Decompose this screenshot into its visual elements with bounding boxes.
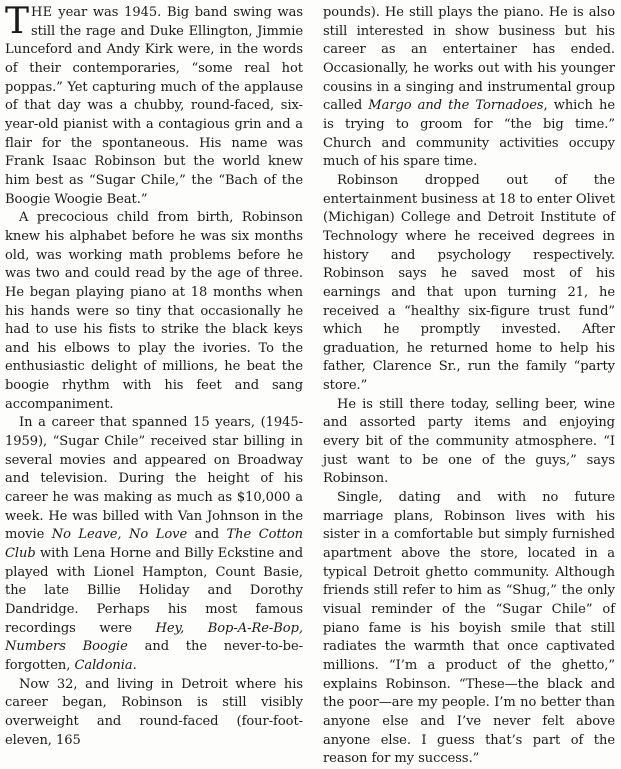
right-column (323, 4, 615, 769)
recording-caldonia: Caldonia (74, 657, 133, 673)
group-name: Margo and the Tornadoes (368, 98, 544, 114)
continued-text-2: , which he is trying to groom for “the big time.” Church and community activities occupy much of his spare time. (323, 98, 615, 170)
recording-titles: Hey, Bop-A-Re-Bop, Numbers Boogie (5, 620, 303, 655)
paragraph-childhood: A precocious child from birth, Robinson knew his alphabet before he was six months old, was working math problems before he was two and could read by the age of three. He began playing piano at 18 months when his hands were so tiny that occasionally he had to use his fists to strike the black keys and his elbows to play the ivories. To the enthusiastic delight of millions, he beat the boogie rhythm with his feet and sang accompaniment. (5, 210, 303, 412)
paragraph-education: Robinson dropped out of the entertainment business at 18 to enter Olivet (Michigan) College and Detroit Institute of Technology where he received degrees in history and psychology respectively. Robinson says he saved most of his earnings and that upon turning 21, he received a “healthy six-figure trust fund” which he promptly invested. After graduation, he returned home to help his father, Clarence Sr., run the family “party store.” (323, 172, 615, 394)
left-column (5, 1, 304, 750)
movie-title-cotton-club: The Cotton Club (5, 527, 303, 562)
career-text-2: and (187, 527, 227, 543)
paragraph-store: He is still there today, selling beer, wine and assorted party items and enjoying every bit of the community atmosphere. “I just want to be one of the guys,” says Robinson. (323, 396, 615, 487)
paragraph-continued (323, 4, 615, 172)
drop-cap: T (5, 1, 29, 42)
career-text-3: with Lena Horne and Billy Eckstine and played with Lionel Hampton, Count Basie, the late Billie Holiday and Dorothy Dandridge. Perhaps his most famous recordings were (5, 546, 303, 636)
career-text-4: and the never-to-be-forgotten, (5, 639, 304, 673)
paragraph-career (5, 414, 303, 675)
paragraph-personal: Single, dating and with no future marriage plans, Robinson lives with his sister in a comfortable but simply furnished apartment above the store, located in a typical Detroit ghetto community. Although friends still refer to him as “Shug,” the only visual reminder of the “Sugar Chile” of piano fame is his boyish smile that still radiates the warmth that once captivated millions. “I’m a product of the ghetto,” explains Robinson. “These—the black and the poor—are my people. I’m no better than anyone else and I’ve never felt above anyone else. I guess that’s part of the reason for my success.” (323, 490, 615, 767)
intro-text: year was 1945. Big band swing was still the rage and Duke Ellington, Jimmie Lunceford and Andy Kirk were, in the words of their contemporaries, “some real hot poppas.” Yet capturing much of the applause of that day was a chubby, round-faced, six-year-old pianist with a contagious grin and a flair for the spontaneous. His name was Frank Isaac Robinson but the world knew him best as “Sugar Chile,” the “Bach of the Boogie Woogie Beat.” (5, 5, 303, 207)
paragraph-now: Now 32, and living in Detroit where his career began, Robinson is still visibly overweight and round-faced (four-foot-eleven, 165 (5, 676, 303, 748)
movie-title-no-leave: No Leave, No Love (51, 527, 188, 543)
continued-text-1: pounds). He still plays the piano. He is also still interested in show business but his career as an entertainer has ended. Occasionally, he works out with his younger cousins in a singing and instrumental group called (323, 5, 615, 114)
career-text-5: . (132, 657, 137, 673)
career-text-1: In a career that spanned 15 years, (1945-1959), “Sugar Chile” received star billing in several movies and appeared on Broadway and television. During the height of his career he was making as much as $10,000 a week. He was billed with Van Johnson in the movie (5, 415, 303, 543)
paragraph-intro (5, 1, 303, 209)
lead-in: HE (30, 5, 53, 20)
